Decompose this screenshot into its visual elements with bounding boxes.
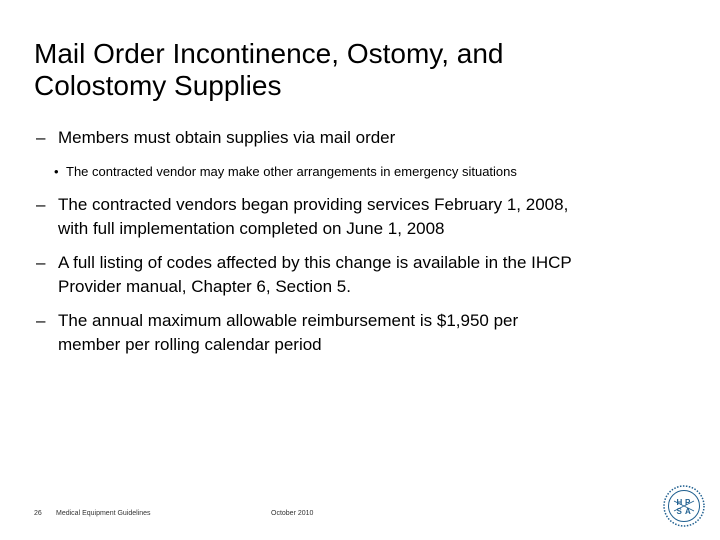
sub-bullet-text: The contracted vendor may make other arrangements in emergency situations	[66, 164, 517, 179]
bullet-text-line: member per rolling calendar period	[58, 335, 322, 354]
footer-deck-title: Medical Equipment Guidelines	[56, 510, 151, 517]
footer-date: October 2010	[271, 510, 314, 517]
ihcp-seal-icon	[662, 484, 706, 528]
bullet-text-line: The annual maximum allowable reimbursement is $1,950 per	[58, 311, 519, 330]
bullet-text-line: A full listing of codes affected by this change is available in the IHCP	[58, 253, 572, 272]
bullet-text-line: The contracted vendors began providing services February 1, 2008,	[58, 195, 569, 214]
bullet-item-mail-order	[36, 126, 676, 150]
slide-title-line-2: Colostomy Supplies	[34, 70, 282, 101]
bullet-text	[58, 193, 676, 241]
sub-bullet-item-emergency	[54, 163, 674, 181]
svg-text:S: S	[676, 507, 682, 516]
bullet-text-line: Members must obtain supplies via mail order	[58, 128, 396, 147]
bullet-item-vendors	[36, 193, 676, 241]
slide-title	[34, 38, 674, 102]
bullet-dash: –	[36, 253, 46, 272]
svg-text:A: A	[685, 507, 691, 516]
sub-bullet-dot: •	[54, 164, 59, 179]
bullet-text-line: Provider manual, Chapter 6, Section 5.	[58, 277, 351, 296]
svg-text:H: H	[676, 498, 683, 507]
bullet-text	[58, 126, 676, 150]
bullet-item-codes	[36, 251, 676, 299]
slide-title-line-1: Mail Order Incontinence, Ostomy, and	[34, 38, 504, 69]
bullet-dash: –	[36, 311, 46, 330]
bullet-dash: –	[36, 195, 46, 214]
svg-text:P: P	[685, 498, 691, 507]
bullet-text	[58, 251, 676, 299]
bullet-text-line: with full implementation completed on June 1, 2008	[58, 219, 445, 238]
page-number: 26	[34, 510, 42, 517]
bullet-dash: –	[36, 128, 46, 147]
bullet-text	[58, 309, 676, 357]
bullet-item-reimbursement	[36, 309, 676, 357]
